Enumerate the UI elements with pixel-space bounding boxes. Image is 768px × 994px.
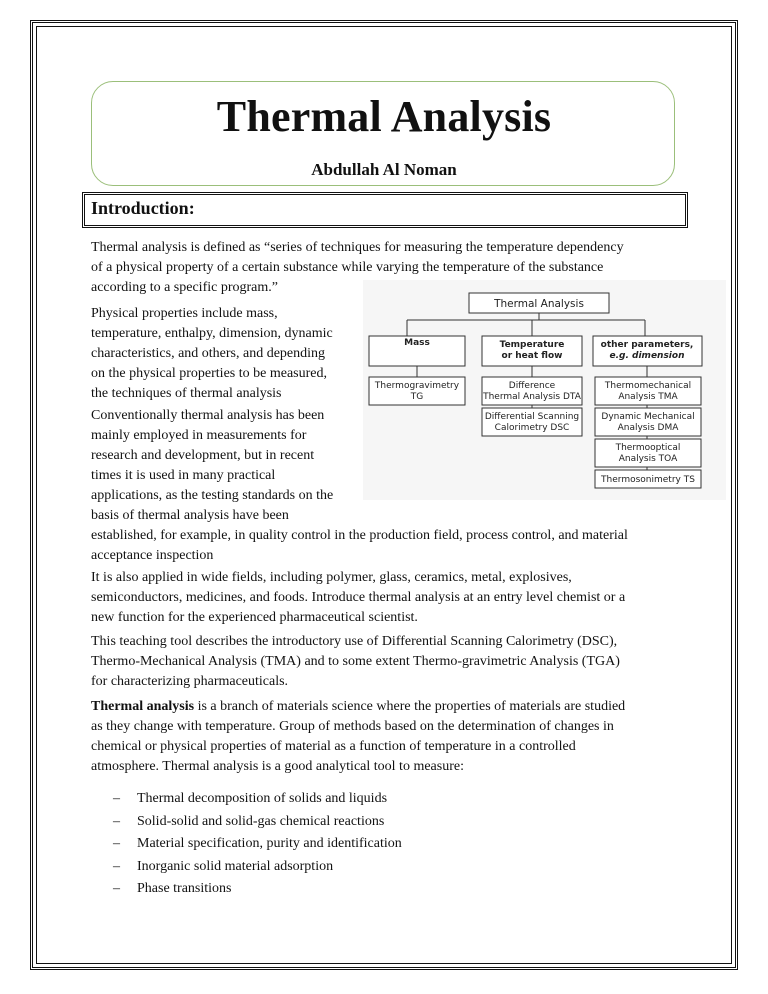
bullet-list [113,788,402,901]
text-line: established, for example, in quality control in the production field, process control, and material [91,528,628,543]
branch-label: Temperature [499,340,565,350]
method-label: Thermal Analysis DTA [483,392,581,402]
method-label: Thermosonimetry TS [601,475,695,485]
method-label: Thermooptical [615,443,681,453]
text-line: the techniques of thermal analysis [91,386,282,401]
text-line: This teaching tool describes the introductory use of Differential Scanning Calorimetry (DSC), [91,634,618,649]
dash-marker: – [113,881,120,896]
text-line: basis of thermal analysis have been [91,508,289,523]
method-label: Thermomechanical [604,381,692,391]
method-label: Calorimetry DSC [494,423,570,433]
text-line: acceptance inspection [91,548,214,563]
text-line: Thermal analysis is defined as “series of techniques for measuring the temperature dependency [91,240,624,255]
text-line: mainly employed in measurements for [91,428,307,443]
method-label: TG [410,392,424,402]
text-line: research and development, but in recent [91,448,315,463]
text-line: chemical or physical properties of material as a function of temperature in a controlled [91,739,576,754]
list-item [113,811,402,834]
list-item [113,833,402,856]
text-line: It is also applied in wide fields, including polymer, glass, ceramics, metal, explosives, [91,570,572,585]
text-line: atmosphere. Thermal analysis is a good analytical tool to measure: [91,759,464,774]
text-line: on the physical properties to be measured, [91,366,327,381]
branch-label: or heat flow [501,351,563,361]
text-line: of a physical property of a certain substance while varying the temperature of the substance [91,260,604,275]
diagram-root-label: Thermal Analysis [494,298,584,310]
method-label: Difference [508,381,556,391]
branch-label: Mass [404,338,430,348]
text-line: Conventionally thermal analysis has been [91,408,325,423]
diagram-canvas [363,280,726,500]
text-line: according to a specific program.” [91,280,278,295]
list-item-text: Material specification, purity and identification [137,836,402,851]
text-line: times it is used in many practical [91,468,276,483]
method-label: Thermogravimetry [374,381,460,391]
section-heading: Introduction: [91,198,195,218]
list-item [113,856,402,879]
text-span: is a branch of materials science where the properties of materials are studied [194,699,626,714]
dash-marker: – [113,791,120,806]
text-line: characteristics, and others, and depending [91,346,326,361]
text-line: Physical properties include mass, [91,306,278,321]
paragraph-properties [91,304,333,404]
text-line: for characterizing pharmaceuticals. [91,674,289,689]
text-line: temperature, enthalpy, dimension, dynamic [91,326,333,341]
text-line [91,697,625,717]
text-line: applications, as the testing standards on the [91,488,334,503]
classification-diagram [363,280,726,500]
method-label: Dynamic Mechanical [601,412,695,422]
page-title: Thermal Analysis [216,92,552,141]
branch-label: e.g. dimension [609,351,685,361]
method-label: Analysis DMA [617,423,679,433]
paragraph-teaching-tool [91,632,620,692]
method-label: Differential Scanning [484,412,580,422]
paragraph-branch [91,697,625,777]
list-item-text: Thermal decomposition of solids and liquids [137,791,388,806]
bold-term: Thermal analysis [91,699,195,714]
list-item-text: Phase transitions [137,881,232,896]
dash-marker: – [113,836,120,851]
list-item [113,878,402,901]
method-label: Analysis TOA [618,454,678,464]
method-label: Analysis TMA [618,392,678,402]
list-item-text: Inorganic solid material adsorption [137,858,334,874]
text-line: Thermo-Mechanical Analysis (TMA) and to some extent Thermo-gravimetric Analysis (TGA) [91,654,620,669]
text-line: new function for the experienced pharmaceutical scientist. [91,610,418,625]
dash-marker: – [113,813,120,829]
branch-label: other parameters, [600,340,694,350]
list-item-text: Solid-solid and solid-gas chemical reactions [137,813,385,829]
paragraph-fields [91,568,625,628]
text-line: as they change with temperature. Group of methods based on the determination of changes in [91,719,614,734]
text-line: semiconductors, medicines, and foods. Introduce thermal analysis at an entry level chemist or a [91,590,626,605]
author-name: Abdullah Al Noman [311,160,457,179]
list-item [113,788,402,811]
dash-marker: – [113,858,120,874]
